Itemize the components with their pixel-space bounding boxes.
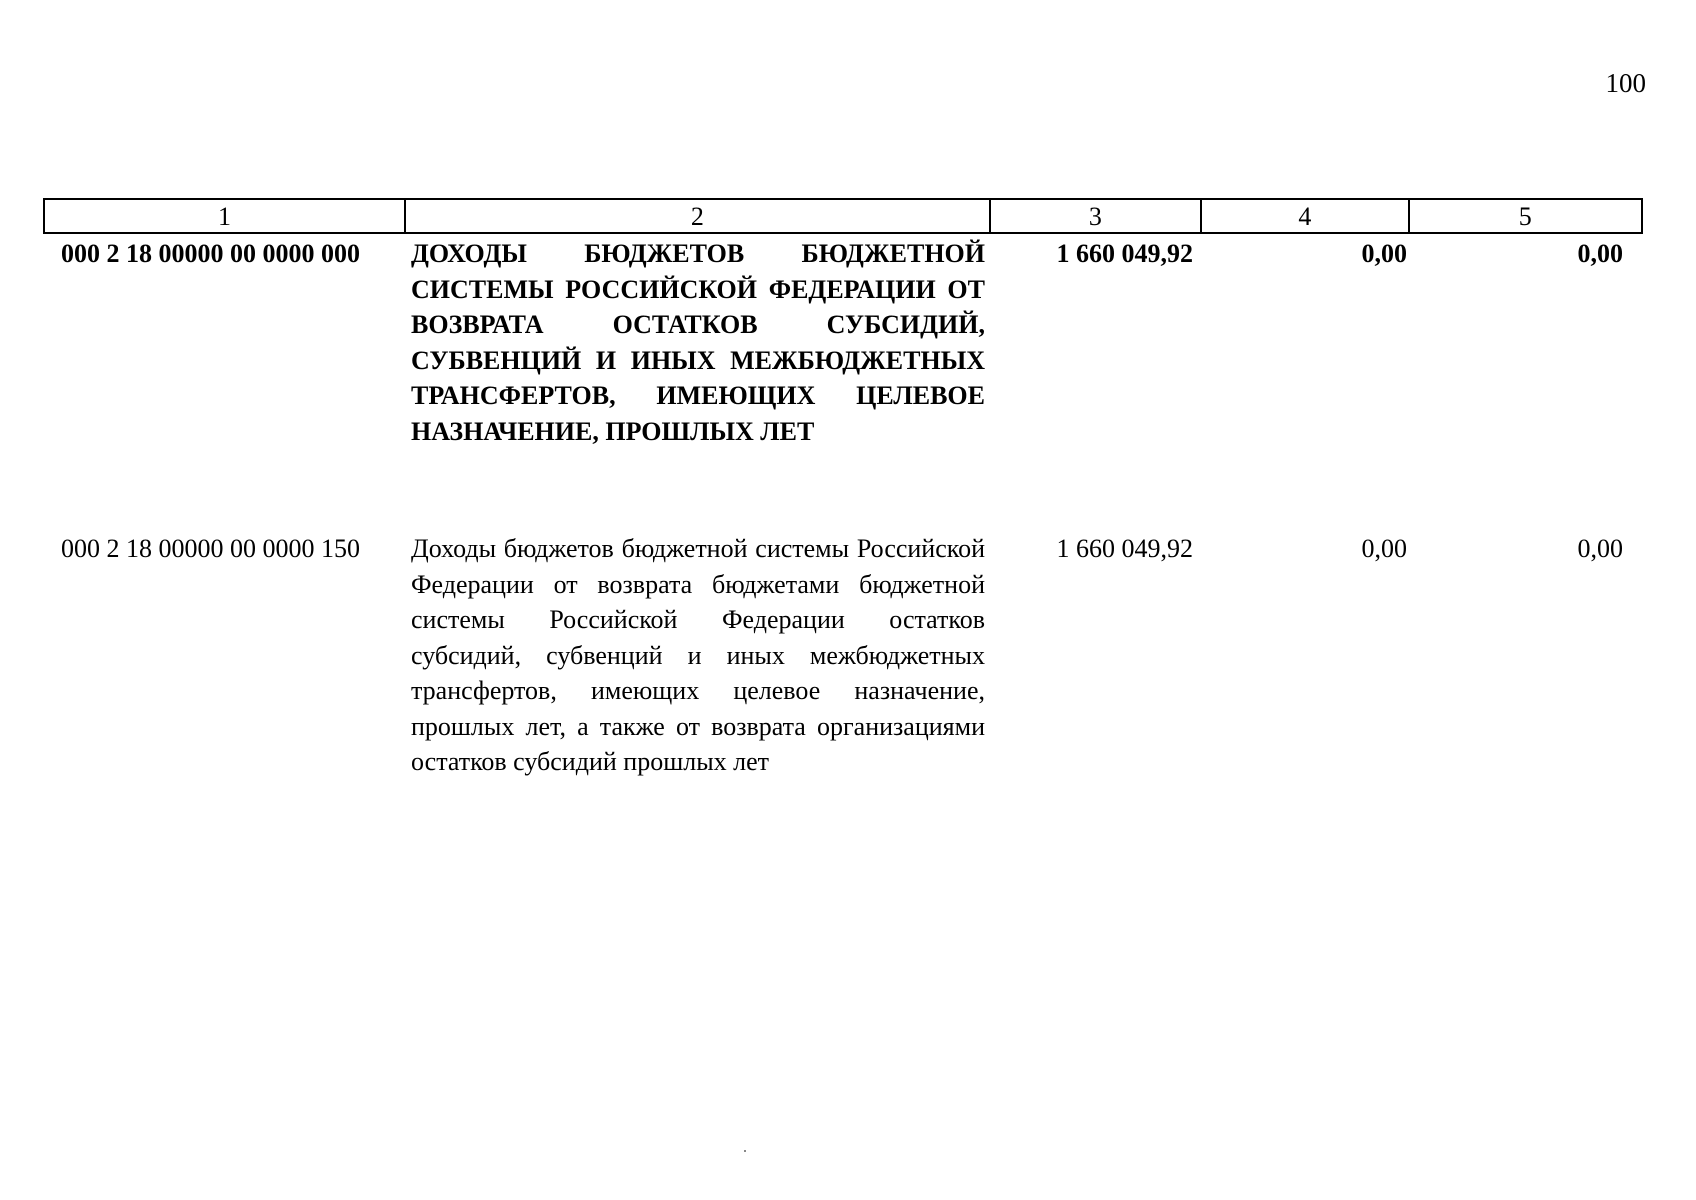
table-row [43,236,1643,449]
table-header-row [43,198,1643,234]
row-value-5: 0,00 [1577,534,1623,563]
column-header-4: 4 [1202,200,1409,232]
column-header-2: 2 [406,200,991,232]
column-header-5: 5 [1518,202,1532,231]
row-name: ДОХОДЫ БЮДЖЕТОВ БЮДЖЕТНОЙ СИСТЕМЫ РОССИЙСКОЙ ФЕДЕРАЦИИ ОТ ВОЗВРАТА ОСТАТКОВ СУБСИДИЙ, СУБВЕНЦИЙ И ИНЫХ МЕЖБЮДЖЕТНЫХ ТРАНСФЕРТОВ, ИМЕЮЩИХ ЦЕЛЕВОЕ НАЗНАЧЕНИЕ, ПРОШЛЫХ ЛЕТ [411,239,985,446]
column-header-1: 1 [45,200,406,232]
row-value-4: 0,00 [1361,239,1407,268]
row-value-5: 0,00 [1577,239,1623,268]
scan-speck [744,1150,746,1152]
row-name: Доходы бюджетов бюджетной системы Российской Федерации от возврата бюджетами бюджетной системы Российской Федерации остатков субсидий, субвенций и иных межбюджетных трансфертов, имеющих целевое назначение, прошлых лет, а также от возврата организациями остатков субсидий прошлых лет [411,534,985,776]
row-value-3: 1 660 049,92 [1056,534,1193,563]
budget-table [43,198,1643,780]
row-value-4: 0,00 [1361,534,1407,563]
row-value-3: 1 660 049,92 [1056,239,1193,268]
row-code: 000 2 18 00000 00 0000 000 [61,239,360,268]
page-number: 100 [1605,68,1646,98]
table-row [43,531,1643,780]
row-code: 000 2 18 00000 00 0000 150 [61,534,360,563]
column-header-3: 3 [991,200,1202,232]
